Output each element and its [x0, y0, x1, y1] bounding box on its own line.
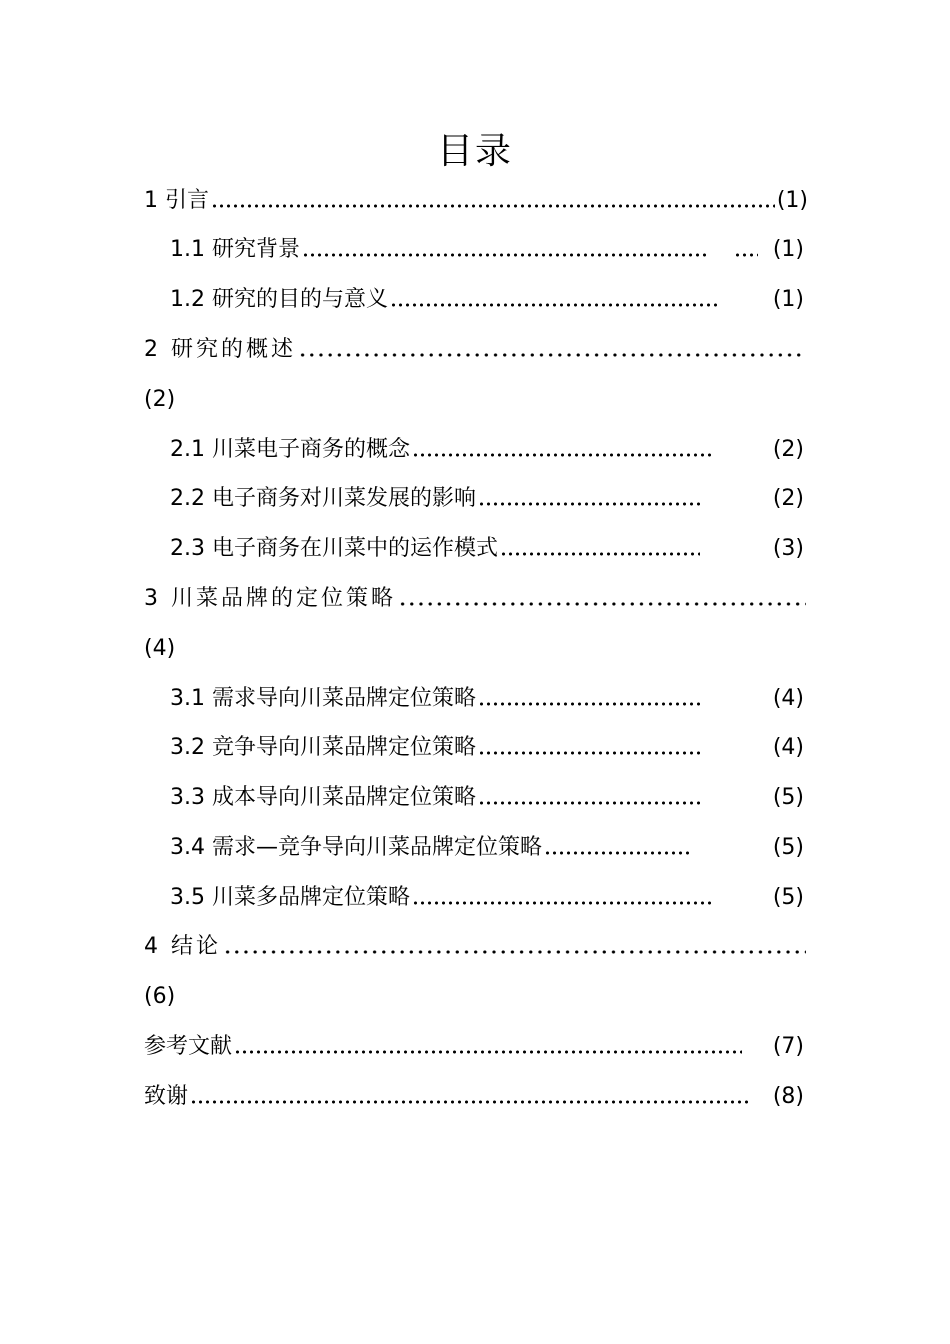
toc-entry-3[interactable]: [144, 582, 808, 616]
toc-entry-page: (2): [772, 486, 804, 511]
toc-entry-label: 1 引言: [144, 188, 209, 213]
toc-entry-1-2[interactable]: [170, 283, 804, 317]
toc-entry-references[interactable]: [144, 1030, 804, 1064]
toc-entry-label: 2.1 川菜电子商务的概念: [170, 437, 410, 462]
toc-entry-page: (2): [144, 387, 176, 412]
dot-leader: [734, 233, 758, 267]
dot-leader: [302, 233, 706, 267]
dot-leader: [298, 333, 806, 367]
toc-entry-acknowledgements[interactable]: [144, 1080, 804, 1114]
dot-leader: [478, 482, 702, 516]
dot-leader: [412, 881, 714, 915]
toc-entry-label: 参考文献: [144, 1034, 233, 1059]
toc-entry-page: (1): [776, 188, 808, 213]
toc-entry-page: (3): [772, 536, 804, 561]
toc-entry-page: (1): [772, 237, 804, 262]
toc-entry-page: (5): [772, 835, 804, 860]
dot-leader: [544, 831, 692, 865]
toc-entry-2-1[interactable]: [170, 433, 804, 467]
toc-entry-label: 2.2 电子商务对川菜发展的影响: [170, 486, 476, 511]
dot-leader: [478, 781, 702, 815]
dot-leader: [390, 283, 720, 317]
toc-entry-3-4[interactable]: [170, 831, 804, 865]
toc-entry-label: 3.2 竞争导向川菜品牌定位策略: [170, 735, 476, 760]
dot-leader: [412, 433, 714, 467]
toc-title: 目录: [436, 131, 513, 172]
toc-entry-page: (1): [772, 287, 804, 312]
toc-entry-label: 致谢: [144, 1084, 189, 1109]
toc-entry-3-2[interactable]: [170, 731, 804, 765]
toc-entry-label: 3.4 需求—竞争导向川菜品牌定位策略: [170, 835, 542, 860]
toc-entry-label: 2 研究的概述: [144, 337, 296, 362]
toc-entry-3-3[interactable]: [170, 781, 804, 815]
dot-leader: [478, 682, 702, 716]
toc-entry-label: 1.2 研究的目的与意义: [170, 287, 388, 312]
toc-entry-label: 3.5 川菜多品牌定位策略: [170, 885, 410, 910]
toc-entry-label: 3 川菜品牌的定位策略: [144, 586, 396, 611]
toc-entry-3-5[interactable]: [170, 881, 804, 915]
toc-entry-2[interactable]: [144, 333, 808, 367]
toc-entry-page: (6): [144, 984, 176, 1009]
dot-leader: [234, 1030, 742, 1064]
dot-leader: [500, 532, 700, 566]
dot-leader: [478, 731, 702, 765]
toc-entry-page: (8): [772, 1084, 804, 1109]
toc-entry-label: 4 结论: [144, 934, 221, 959]
dot-leader: [190, 1080, 748, 1114]
toc-entry-page: (5): [772, 785, 804, 810]
toc-entry-page: (5): [772, 885, 804, 910]
toc-entry-page: (4): [144, 636, 176, 661]
toc-entry-page: (2): [772, 437, 804, 462]
toc-entry-2-2[interactable]: [170, 482, 804, 516]
toc-entry-1[interactable]: [144, 184, 808, 218]
toc-entry-2-3[interactable]: [170, 532, 804, 566]
toc-entry-page: (4): [772, 686, 804, 711]
dot-leader: [211, 184, 775, 218]
toc-entry-1-1[interactable]: [170, 233, 804, 267]
toc-entry-4[interactable]: [144, 930, 808, 964]
toc-entry-page: (7): [772, 1034, 804, 1059]
dot-leader: [223, 930, 806, 964]
toc-entry-label: 3.3 成本导向川菜品牌定位策略: [170, 785, 476, 810]
toc-entry-3-1[interactable]: [170, 682, 804, 716]
toc-entry-label: 1.1 研究背景: [170, 237, 300, 262]
toc-entry-label: 2.3 电子商务在川菜中的运作模式: [170, 536, 498, 561]
toc-entry-page: (4): [772, 735, 804, 760]
toc-entry-label: 3.1 需求导向川菜品牌定位策略: [170, 686, 476, 711]
dot-leader: [398, 582, 806, 616]
